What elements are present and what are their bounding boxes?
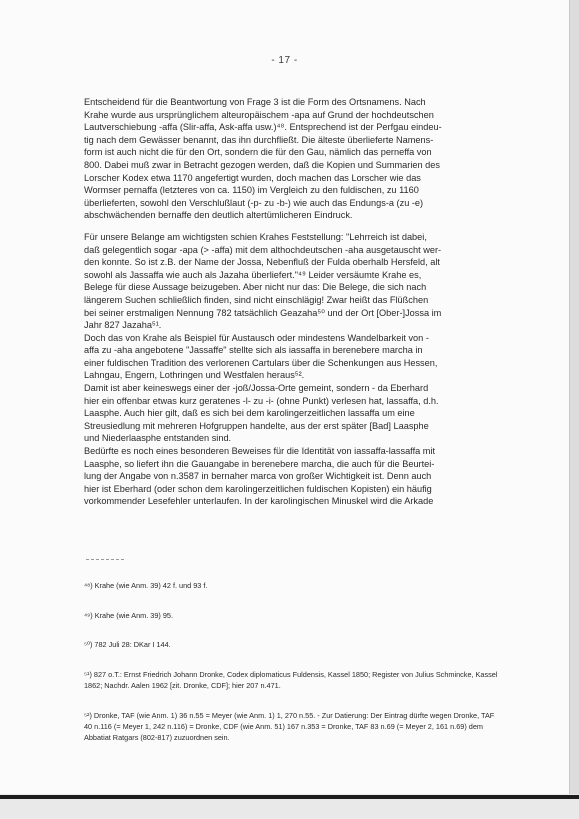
- text-line: Laasphe. Auch hier gilt, daß es sich bei dem karolingerzeitlichen lassaffa um eine: [84, 408, 415, 419]
- text-line: lung der Angabe von n.3587 in bernaher marca von großer Wichtigkeit ist. Denn auch: [84, 471, 432, 482]
- text-line: den konnte. So ist z.B. der Name der Jossa, Nebenfluß der Fulda oberhalb Hersfeld, alt: [84, 257, 440, 268]
- text-line: Wormser pernaffa (letzteres von ca. 1150) im Vergleich zu den fuldischen, zu 1160: [84, 185, 419, 196]
- body-text: [84, 96, 502, 508]
- text-line: affa zu -aha angebotene "Jassaffe" stellte sich als iassaffa in berenebere marcha in: [84, 345, 423, 356]
- text-line: Bedürfte es noch eines besonderen Beweises für die Identität von iassaffa-lassaffa mit: [84, 446, 436, 457]
- text-line: einer fuldischen Tradition des verlorenen Cartulars über die Schenkungen aus Hessen,: [84, 357, 438, 368]
- paragraph-1: [84, 96, 502, 222]
- text-line: Damit ist aber keineswegs einer der -joß/Jossa-Orte gemeint, sondern - da Eberhard: [84, 383, 429, 394]
- text-line: längerem Suchen schließlich finden, sind nicht einschlägig! Zwar heißt das Flüßchen: [84, 294, 429, 305]
- page-number: - 17 -: [271, 55, 298, 66]
- text-line: überlieferten, sowohl den Verschlußlaut (-p- zu -b-) wie auch das Endungs-a (zu -e): [84, 197, 424, 208]
- text-line: Lorscher Kodex etwa 1170 angefertigt wurden, doch machen das Lorscher wie das: [84, 172, 421, 183]
- text-line: hier ist Eberhard (oder schon dem karolingerzeitlichen fuldischen Kopisten) ein häufig: [84, 483, 432, 494]
- text-line: hier ein offenbar etwas kurz geratenes -l- zu -i- (ohne Punkt) verlesen hat, lassaffa, d.h.: [84, 395, 439, 406]
- text-line: Jahr 827 Jazaha⁵¹.: [84, 320, 162, 331]
- footnote-50: ⁵⁰) 782 Juli 28: DKar I 144.: [84, 640, 171, 649]
- text-line: bei seiner erstmaligen Nennung 782 tatsächlich Geazaha⁵⁰ und der Ort [Ober-]Jossa im: [84, 307, 442, 318]
- text-line: Entscheidend für die Beantwortung von Frage 3 ist die Form des Ortsnamens. Nach: [84, 97, 426, 107]
- text-line: Belege für diese Aussage beizugeben. Aber nicht nur das: Die Belege, die sich nach: [84, 282, 427, 293]
- footnote-divider: [86, 559, 124, 560]
- text-line: tig nach dem Gewässer benannt, das ihn durchfließt. Die älteste überlieferte Namens-: [84, 134, 434, 145]
- paragraph-2: [84, 231, 502, 508]
- scan-edge-rule: [0, 795, 579, 799]
- footnote-52: ⁵²) Dronke, TAF (wie Anm. 1) 36 n.55 = Meyer (wie Anm. 1) 1, 270 n.55. - Zur Datierung: Der Eintrag dürfte wegen Dronke, TAF 40 n.116 (= Meyer 1, 242 n.116) = Dronke, CDF (wie Anm. 51) 167 n.353 = Dronke, TAF 83 n.69 (= Meyer 2, 161 n.69) dem Abbatiat Ratgars (802-817) zuzuordnen sein.: [84, 711, 495, 742]
- text-line: Für unsere Belange am wichtigsten schien Krahes Feststellung: "Lehrreich ist dabei,: [84, 231, 427, 242]
- text-line: 800. Dabei muß zwar in Betracht gezogen werden, daß die Kopien und Summarien des: [84, 159, 440, 170]
- text-line: vorkommender Lesefehler unterlaufen. In der karolingischen Minuskel wird die Arkade: [84, 496, 434, 507]
- text-line: Doch das von Krahe als Beispiel für Austausch oder mindestens Wandelbarkeit von -: [84, 332, 429, 343]
- footnote-51: ⁵¹) 827 o.T.: Ernst Friedrich Johann Dronke, Codex diplomaticus Fuldensis, Kassel 1850; Register von Julius Schmincke, Kassel 1862; Nachdr. Aalen 1962 [zit. Dronke, CDF]; hier 207 n.471.: [84, 670, 498, 690]
- text-line: Laasphe, so liefert ihn die Gauangabe in berenebere marcha, die auch für die Beurtei-: [84, 458, 435, 469]
- footnote-49: ⁴⁹) Krahe (wie Anm. 39) 95.: [84, 611, 173, 620]
- text-line: abschwächenden bernaffe den deutlich altertümlicheren Eindruck.: [84, 210, 353, 221]
- text-line: Streusiedlung mit mehreren Hofgruppen handelte, aus der erst später [Bad] Laasphe: [84, 420, 429, 431]
- text-line: Lautverschiebung -affa (Slir-affa, Ask-affa usw.)⁴⁸. Entsprechend ist der Perfgau eindeu-: [84, 122, 442, 133]
- text-line: form ist auch nicht die für den Ort, sondern die für den Gau, nämlich das perneffa von: [84, 147, 432, 158]
- text-line: Lahngau, Engern, Lothringen und Westfalen heraus⁵².: [84, 370, 305, 381]
- text-line: und Niederlaasphe entstanden sind.: [84, 433, 232, 444]
- footnote-48: ⁴⁸) Krahe (wie Anm. 39) 42 f. und 93 f.: [84, 581, 208, 590]
- text-line: daß gelegentlich sogar -apa (> -affa) mit dem althochdeutschen -aha ausgetauscht wer-: [84, 244, 442, 255]
- text-line: sowohl als Jassaffa wie auch als Jazaha überliefert."⁴⁹ Leider versäumte Krahe es,: [84, 269, 422, 280]
- text-line: Krahe wurde aus ursprünglichem alteuropäischem -apa auf Grund der hochdeutschen: [84, 109, 434, 120]
